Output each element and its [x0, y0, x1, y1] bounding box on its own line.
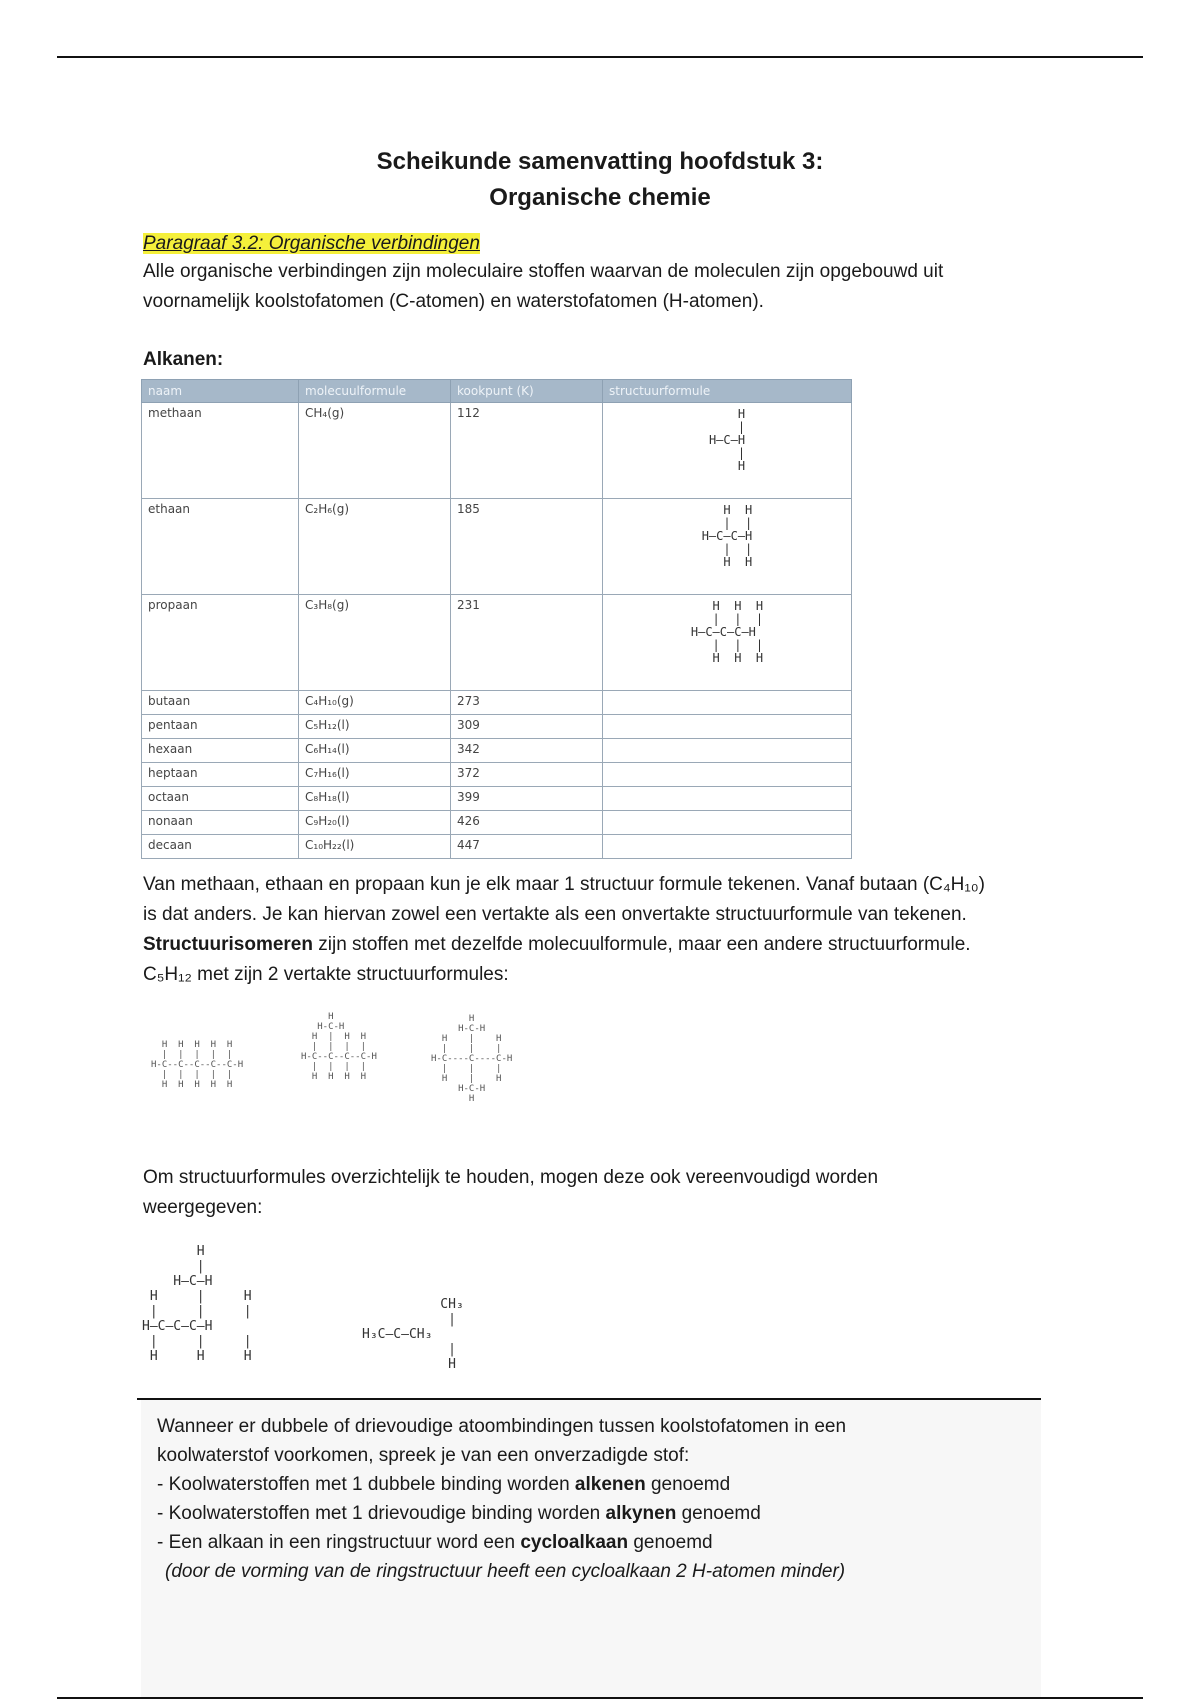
cell-naam: methaan [142, 403, 299, 499]
simplified-full-structure: H | H—C—H H | H | | | H—C—C—C—H | | | H H H [142, 1244, 252, 1364]
cell-formula: C₆H₁₄(l) [299, 739, 451, 763]
table-row [142, 403, 852, 499]
cell-formula: C₇H₁₆(l) [299, 763, 451, 787]
table-row [142, 595, 852, 691]
box-top-rule [137, 1398, 1041, 1400]
table-row [142, 691, 852, 715]
term-alkynen: alkynen [605, 1503, 677, 1524]
cell-naam: heptaan [142, 763, 299, 787]
cell-kookpunt: 273 [451, 691, 603, 715]
bottom-rule [57, 1697, 1143, 1699]
cell-structure [603, 715, 852, 739]
header-molecuulformule: molecuulformule [299, 380, 451, 403]
cell-formula: C₁₀H₂₂(l) [299, 835, 451, 859]
cell-kookpunt: 399 [451, 787, 603, 811]
table-row [142, 499, 852, 595]
page-title-line1: Scheikunde samenvatting hoofdstuk 3: [376, 148, 824, 175]
cell-kookpunt: 185 [451, 499, 603, 595]
cell-naam: butaan [142, 691, 299, 715]
cell-kookpunt: 447 [451, 835, 603, 859]
term-alkenen: alkenen [574, 1474, 646, 1495]
cell-kookpunt: 372 [451, 763, 603, 787]
cell-formula: C₄H₁₀(g) [299, 691, 451, 715]
bullet-alkenen-pre: - Koolwaterstoffen met 1 dubbele binding worden [157, 1474, 575, 1495]
cell-structure [603, 403, 852, 499]
cell-naam: octaan [142, 787, 299, 811]
table-row [142, 763, 852, 787]
cell-structure [603, 739, 852, 763]
bullet-alkynen [157, 1499, 1017, 1529]
cell-structure [603, 811, 852, 835]
cycloalkaan-note: (door de vorming van de ringstructuur heeft een cycloalkaan 2 H-atomen minder) [165, 1561, 846, 1582]
cell-naam: ethaan [142, 499, 299, 595]
bullet-alkenen-post: genoemd [645, 1474, 731, 1495]
cell-formula: C₈H₁₈(l) [299, 787, 451, 811]
cell-naam: hexaan [142, 739, 299, 763]
cell-kookpunt: 342 [451, 739, 603, 763]
isomer-text-line4: C₅H₁₂ met zijn 2 vertakte structuurformules: [143, 964, 509, 985]
table-row [142, 739, 852, 763]
unsaturated-box [141, 1398, 1041, 1698]
bullet-alkynen-post: genoemd [676, 1503, 761, 1524]
bullet-alkynen-pre: - Koolwaterstoffen met 1 drievoudige binding worden [157, 1503, 606, 1524]
cell-naam: nonaan [142, 811, 299, 835]
intro-line1: Alle organische verbindingen zijn moleculaire stoffen waarvan de moleculen zijn opgebouwd uit [143, 261, 944, 282]
table-header-row [142, 380, 852, 403]
isomer-structure-branched-1: H H-C-H H | H H | | | | H-C--C--C--C-H | | | | H H H H [301, 1012, 377, 1082]
simplify-text-line2: weergegeven: [143, 1197, 263, 1218]
isomer-text-line2: is dat anders. Je kan hiervan zowel een vertakte als een onvertakte structuurformule van tekenen. [143, 904, 967, 925]
header-naam: naam [142, 380, 299, 403]
cell-kookpunt: 112 [451, 403, 603, 499]
header-structuurformule: structuurformule [603, 380, 852, 403]
isomer-text-line3-rest: zijn stoffen met dezelfde molecuulformule, maar een andere structuurformule. [312, 934, 971, 955]
term-structuurisomeren: Structuurisomeren [143, 934, 313, 955]
cell-formula: C₅H₁₂(l) [299, 715, 451, 739]
bullet-cycloalkaan-pre: - Een alkaan in een ringstructuur word een [157, 1532, 521, 1553]
bullet-alkenen [157, 1470, 1017, 1500]
isomer-text-line1: Van methaan, ethaan en propaan kun je elk maar 1 structuur formule tekenen. Vanaf butaan (C₄H₁₀) [143, 874, 986, 895]
table-row [142, 715, 852, 739]
cell-naam: decaan [142, 835, 299, 859]
alkanen-label: Alkanen: [143, 349, 224, 370]
table-row [142, 787, 852, 811]
table-row [142, 835, 852, 859]
term-cycloalkaan: cycloalkaan [520, 1532, 629, 1553]
cell-kookpunt: 426 [451, 811, 603, 835]
cell-formula: C₂H₆(g) [299, 499, 451, 595]
isomer-structure-unbranched: H H H H H | | | | | H-C--C--C--C--C-H | | | | | H H H H H [151, 1040, 244, 1090]
cell-structure [603, 763, 852, 787]
cell-formula: CH₄(g) [299, 403, 451, 499]
isomer-structures [141, 1000, 601, 1140]
cell-structure [603, 499, 852, 595]
cell-structure [603, 691, 852, 715]
structure-ethaan: H H | | H—C—C—H | | H H [701, 503, 753, 569]
intro-line2: voornamelijk koolstofatomen (C-atomen) en waterstofatomen (H-atomen). [143, 291, 764, 312]
cell-naam: propaan [142, 595, 299, 691]
section-heading [143, 229, 1043, 259]
unsaturated-line1: Wanneer er dubbele of drievoudige atoombindingen tussen koolstofatomen in een [157, 1416, 847, 1437]
cell-naam: pentaan [142, 715, 299, 739]
cell-kookpunt: 309 [451, 715, 603, 739]
isomer-text-line3 [143, 930, 1043, 960]
unsaturated-line2: koolwaterstof voorkomen, spreek je van een onverzadigde stof: [157, 1445, 690, 1466]
page-title-line2: Organische chemie [489, 184, 711, 211]
bullet-cycloalkaan [157, 1528, 1017, 1558]
header-kookpunt: kookpunt (K) [451, 380, 603, 403]
section-heading-text: Paragraaf 3.2: Organische verbindingen [143, 233, 480, 254]
simplified-short-structure: CH₃ | H₃C—C—CH₃ | H [362, 1297, 464, 1372]
cell-formula: C₃H₈(g) [299, 595, 451, 691]
structure-propaan: H H H | | | H—C—C—C—H | | | H H H [690, 599, 764, 665]
cell-structure [603, 787, 852, 811]
top-rule [57, 56, 1143, 58]
cell-structure [603, 595, 852, 691]
simplify-text-line1: Om structuurformules overzichtelijk te houden, mogen deze ook vereenvoudigd worden [143, 1167, 879, 1188]
structure-methaan: H | H—C—H | H [708, 407, 746, 473]
cell-kookpunt: 231 [451, 595, 603, 691]
table-row [142, 811, 852, 835]
isomer-structure-branched-2: H H-C-H H | H | | | H-C----C----C-H | | | H | H H-C-H H [431, 1014, 513, 1104]
alkanen-table [141, 379, 852, 859]
bullet-cycloalkaan-post: genoemd [628, 1532, 713, 1553]
cell-formula: C₉H₂₀(l) [299, 811, 451, 835]
cell-structure [603, 835, 852, 859]
